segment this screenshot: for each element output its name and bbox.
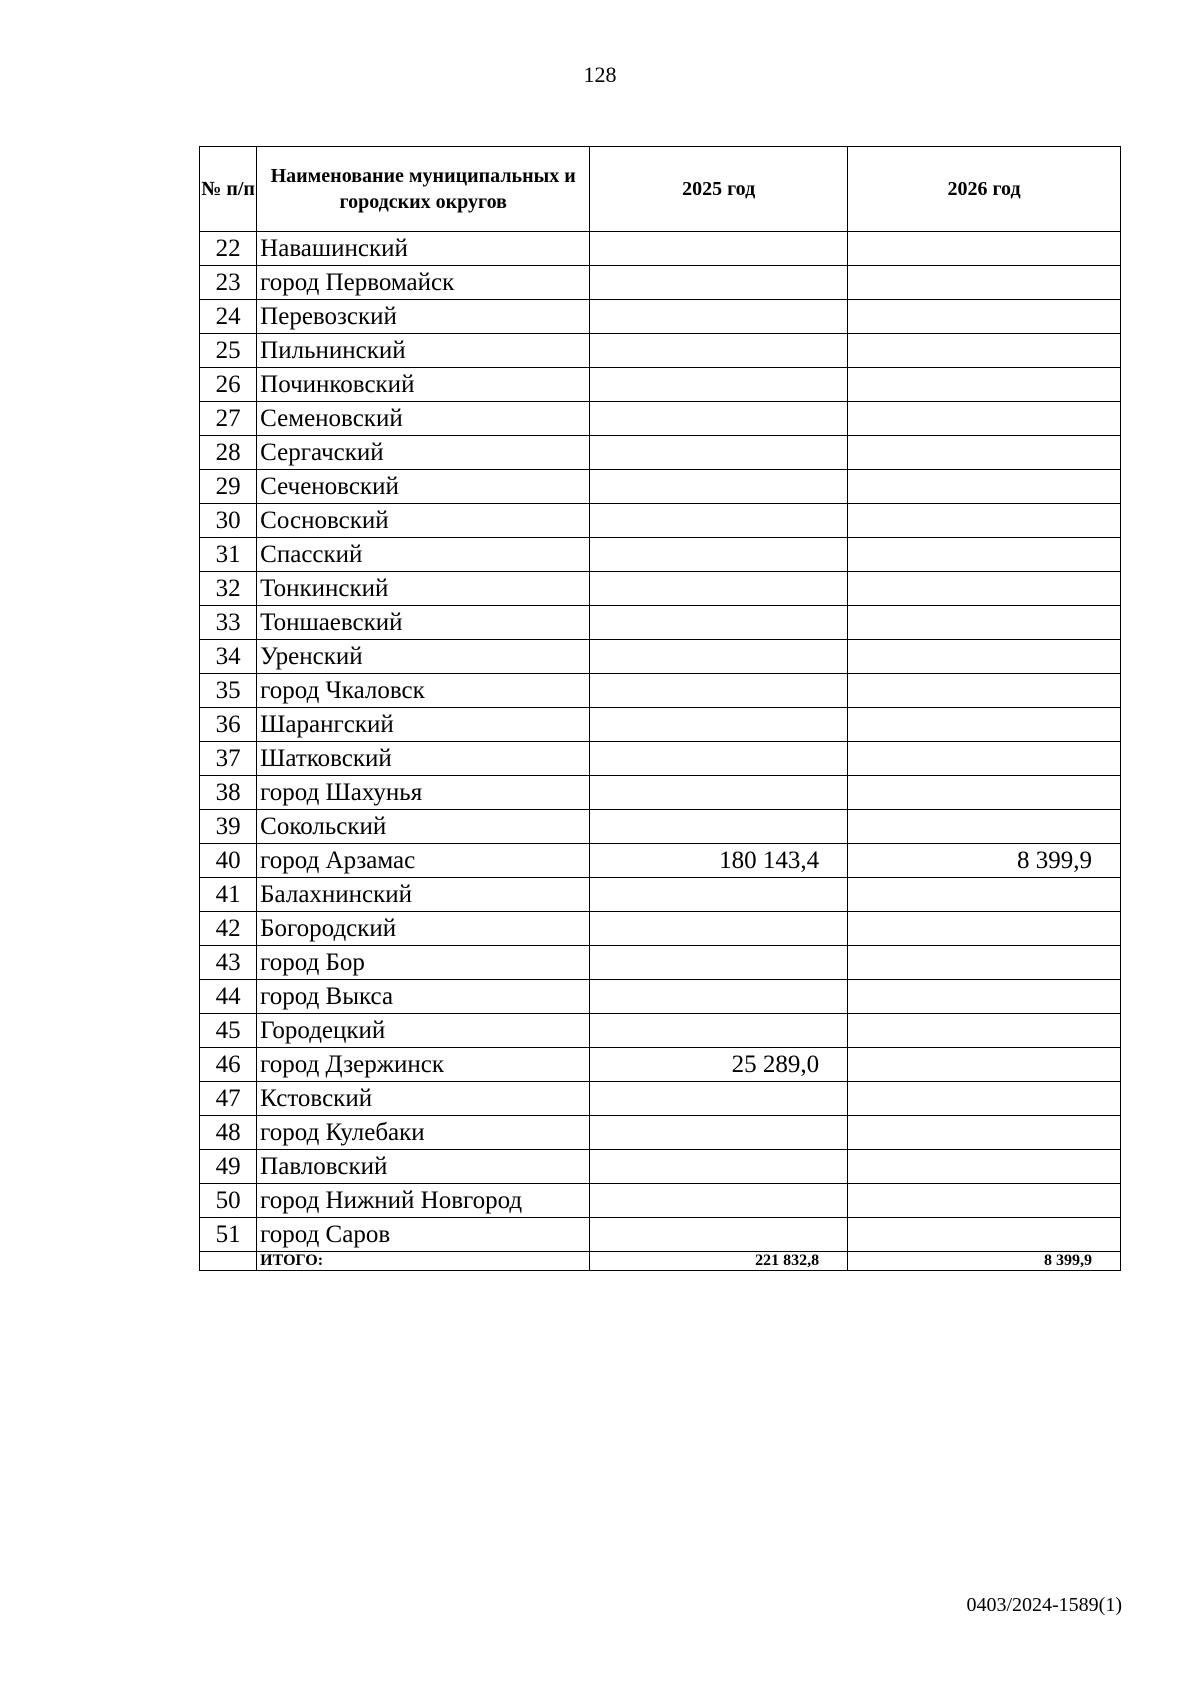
row-number: 45 xyxy=(200,1014,257,1048)
row-value-2026 xyxy=(848,1014,1121,1048)
row-value-2026 xyxy=(848,470,1121,504)
row-value-2026 xyxy=(848,1150,1121,1184)
table-row xyxy=(200,878,1121,912)
row-number: 51 xyxy=(200,1218,257,1252)
row-value-2026 xyxy=(848,606,1121,640)
header-num: № п/п xyxy=(200,147,257,232)
row-name: город Кулебаки xyxy=(257,1116,590,1150)
table-row xyxy=(200,436,1121,470)
row-value-2026 xyxy=(848,572,1121,606)
row-value-2026 xyxy=(848,640,1121,674)
row-name: город Саров xyxy=(257,1218,590,1252)
table-row xyxy=(200,334,1121,368)
row-value-2025 xyxy=(590,504,848,538)
table-row xyxy=(200,606,1121,640)
row-name: Сокольский xyxy=(257,810,590,844)
table-row xyxy=(200,572,1121,606)
table-header xyxy=(200,147,1121,232)
row-value-2025 xyxy=(590,674,848,708)
row-number: 40 xyxy=(200,844,257,878)
row-value-2025 xyxy=(590,606,848,640)
row-value-2025 xyxy=(590,776,848,810)
row-value-2026 xyxy=(848,1082,1121,1116)
table-row xyxy=(200,504,1121,538)
row-number: 49 xyxy=(200,1150,257,1184)
table-row xyxy=(200,1218,1121,1252)
table-row xyxy=(200,232,1121,266)
table-row xyxy=(200,1082,1121,1116)
row-name: Сергачский xyxy=(257,436,590,470)
row-number: 30 xyxy=(200,504,257,538)
table-row xyxy=(200,912,1121,946)
total-2026: 8 399,9 xyxy=(848,1252,1121,1271)
row-value-2025 xyxy=(590,1218,848,1252)
row-name: Перевозский xyxy=(257,300,590,334)
row-name: Шарангский xyxy=(257,708,590,742)
document-code: 0403/2024-1589(1) xyxy=(966,1594,1122,1616)
row-number: 27 xyxy=(200,402,257,436)
row-name: город Нижний Новгород xyxy=(257,1184,590,1218)
table-row xyxy=(200,640,1121,674)
row-value-2026 xyxy=(848,776,1121,810)
row-value-2025: 25 289,0 xyxy=(590,1048,848,1082)
header-name: Наименование муниципальных и городских округов xyxy=(257,147,590,232)
row-value-2026 xyxy=(848,878,1121,912)
row-number: 43 xyxy=(200,946,257,980)
row-value-2025 xyxy=(590,708,848,742)
row-name: город Выкса xyxy=(257,980,590,1014)
header-year-2025: 2025 год xyxy=(590,147,848,232)
row-number: 36 xyxy=(200,708,257,742)
row-number: 39 xyxy=(200,810,257,844)
row-value-2026 xyxy=(848,402,1121,436)
header-row xyxy=(200,147,1121,232)
row-name: город Бор xyxy=(257,946,590,980)
row-value-2025 xyxy=(590,232,848,266)
table-row xyxy=(200,368,1121,402)
row-number: 26 xyxy=(200,368,257,402)
row-name: Тоншаевский xyxy=(257,606,590,640)
row-value-2026 xyxy=(848,300,1121,334)
row-name: Сосновский xyxy=(257,504,590,538)
row-number: 44 xyxy=(200,980,257,1014)
table-row xyxy=(200,844,1121,878)
row-name: город Дзержинск xyxy=(257,1048,590,1082)
row-value-2025 xyxy=(590,266,848,300)
header-year-2026: 2026 год xyxy=(848,147,1121,232)
row-value-2025 xyxy=(590,1082,848,1116)
table-footer xyxy=(200,1252,1121,1271)
table-row xyxy=(200,742,1121,776)
row-value-2026 xyxy=(848,742,1121,776)
row-value-2025 xyxy=(590,742,848,776)
row-name: Тонкинский xyxy=(257,572,590,606)
row-number: 47 xyxy=(200,1082,257,1116)
row-number: 22 xyxy=(200,232,257,266)
table-row xyxy=(200,1150,1121,1184)
table-row xyxy=(200,266,1121,300)
row-name: город Шахунья xyxy=(257,776,590,810)
row-value-2025 xyxy=(590,334,848,368)
table-row xyxy=(200,810,1121,844)
row-number: 42 xyxy=(200,912,257,946)
table-body xyxy=(200,232,1121,1252)
row-name: Павловский xyxy=(257,1150,590,1184)
row-name: Балахнинский xyxy=(257,878,590,912)
row-value-2025 xyxy=(590,980,848,1014)
table-row xyxy=(200,776,1121,810)
row-name: Спасский xyxy=(257,538,590,572)
row-name: Пильнинский xyxy=(257,334,590,368)
total-2025: 221 832,8 xyxy=(590,1252,848,1271)
row-name: Семеновский xyxy=(257,402,590,436)
row-name: Шатковский xyxy=(257,742,590,776)
table-row xyxy=(200,1048,1121,1082)
row-number: 46 xyxy=(200,1048,257,1082)
row-name: город Первомайск xyxy=(257,266,590,300)
table-row xyxy=(200,538,1121,572)
row-value-2026 xyxy=(848,946,1121,980)
table-row xyxy=(200,1014,1121,1048)
row-name: город Арзамас xyxy=(257,844,590,878)
row-value-2025 xyxy=(590,1184,848,1218)
row-number: 50 xyxy=(200,1184,257,1218)
row-value-2025 xyxy=(590,1116,848,1150)
row-value-2026 xyxy=(848,1116,1121,1150)
row-value-2025 xyxy=(590,878,848,912)
table-row xyxy=(200,980,1121,1014)
row-value-2025 xyxy=(590,300,848,334)
row-value-2026 xyxy=(848,674,1121,708)
row-value-2025 xyxy=(590,572,848,606)
row-value-2026 xyxy=(848,1184,1121,1218)
row-number: 38 xyxy=(200,776,257,810)
row-number: 28 xyxy=(200,436,257,470)
row-value-2026 xyxy=(848,980,1121,1014)
budget-table xyxy=(199,146,1121,1271)
table-row xyxy=(200,674,1121,708)
row-value-2025 xyxy=(590,946,848,980)
row-value-2026 xyxy=(848,912,1121,946)
row-value-2025 xyxy=(590,402,848,436)
row-value-2025 xyxy=(590,1014,848,1048)
row-number: 31 xyxy=(200,538,257,572)
row-number: 29 xyxy=(200,470,257,504)
row-name: Уренский xyxy=(257,640,590,674)
total-row xyxy=(200,1252,1121,1271)
row-value-2025 xyxy=(590,1150,848,1184)
row-name: Навашинский xyxy=(257,232,590,266)
table-row xyxy=(200,300,1121,334)
row-name: город Чкаловск xyxy=(257,674,590,708)
row-name: Богородский xyxy=(257,912,590,946)
row-number: 37 xyxy=(200,742,257,776)
table-row xyxy=(200,1116,1121,1150)
row-number: 32 xyxy=(200,572,257,606)
row-value-2026 xyxy=(848,810,1121,844)
row-value-2026: 8 399,9 xyxy=(848,844,1121,878)
row-value-2026 xyxy=(848,436,1121,470)
row-value-2025 xyxy=(590,368,848,402)
row-value-2026 xyxy=(848,1048,1121,1082)
total-label: ИТОГО: xyxy=(257,1252,590,1271)
row-value-2025 xyxy=(590,912,848,946)
row-value-2025 xyxy=(590,810,848,844)
table-row xyxy=(200,946,1121,980)
table-row xyxy=(200,1184,1121,1218)
table-row xyxy=(200,402,1121,436)
row-number: 23 xyxy=(200,266,257,300)
row-number: 41 xyxy=(200,878,257,912)
row-value-2025 xyxy=(590,640,848,674)
row-value-2026 xyxy=(848,538,1121,572)
total-num-cell xyxy=(200,1252,257,1271)
row-value-2026 xyxy=(848,1218,1121,1252)
row-number: 25 xyxy=(200,334,257,368)
row-number: 24 xyxy=(200,300,257,334)
row-number: 33 xyxy=(200,606,257,640)
row-value-2026 xyxy=(848,504,1121,538)
row-value-2026 xyxy=(848,368,1121,402)
row-name: Починковский xyxy=(257,368,590,402)
table-row xyxy=(200,470,1121,504)
row-value-2025: 180 143,4 xyxy=(590,844,848,878)
row-number: 48 xyxy=(200,1116,257,1150)
row-value-2025 xyxy=(590,538,848,572)
row-value-2025 xyxy=(590,470,848,504)
row-value-2026 xyxy=(848,334,1121,368)
row-value-2026 xyxy=(848,266,1121,300)
row-name: Сеченовский xyxy=(257,470,590,504)
row-name: Городецкий xyxy=(257,1014,590,1048)
row-number: 34 xyxy=(200,640,257,674)
row-name: Кстовский xyxy=(257,1082,590,1116)
row-value-2026 xyxy=(848,232,1121,266)
row-value-2026 xyxy=(848,708,1121,742)
table-row xyxy=(200,708,1121,742)
row-number: 35 xyxy=(200,674,257,708)
page-number: 128 xyxy=(583,62,617,87)
row-value-2025 xyxy=(590,436,848,470)
